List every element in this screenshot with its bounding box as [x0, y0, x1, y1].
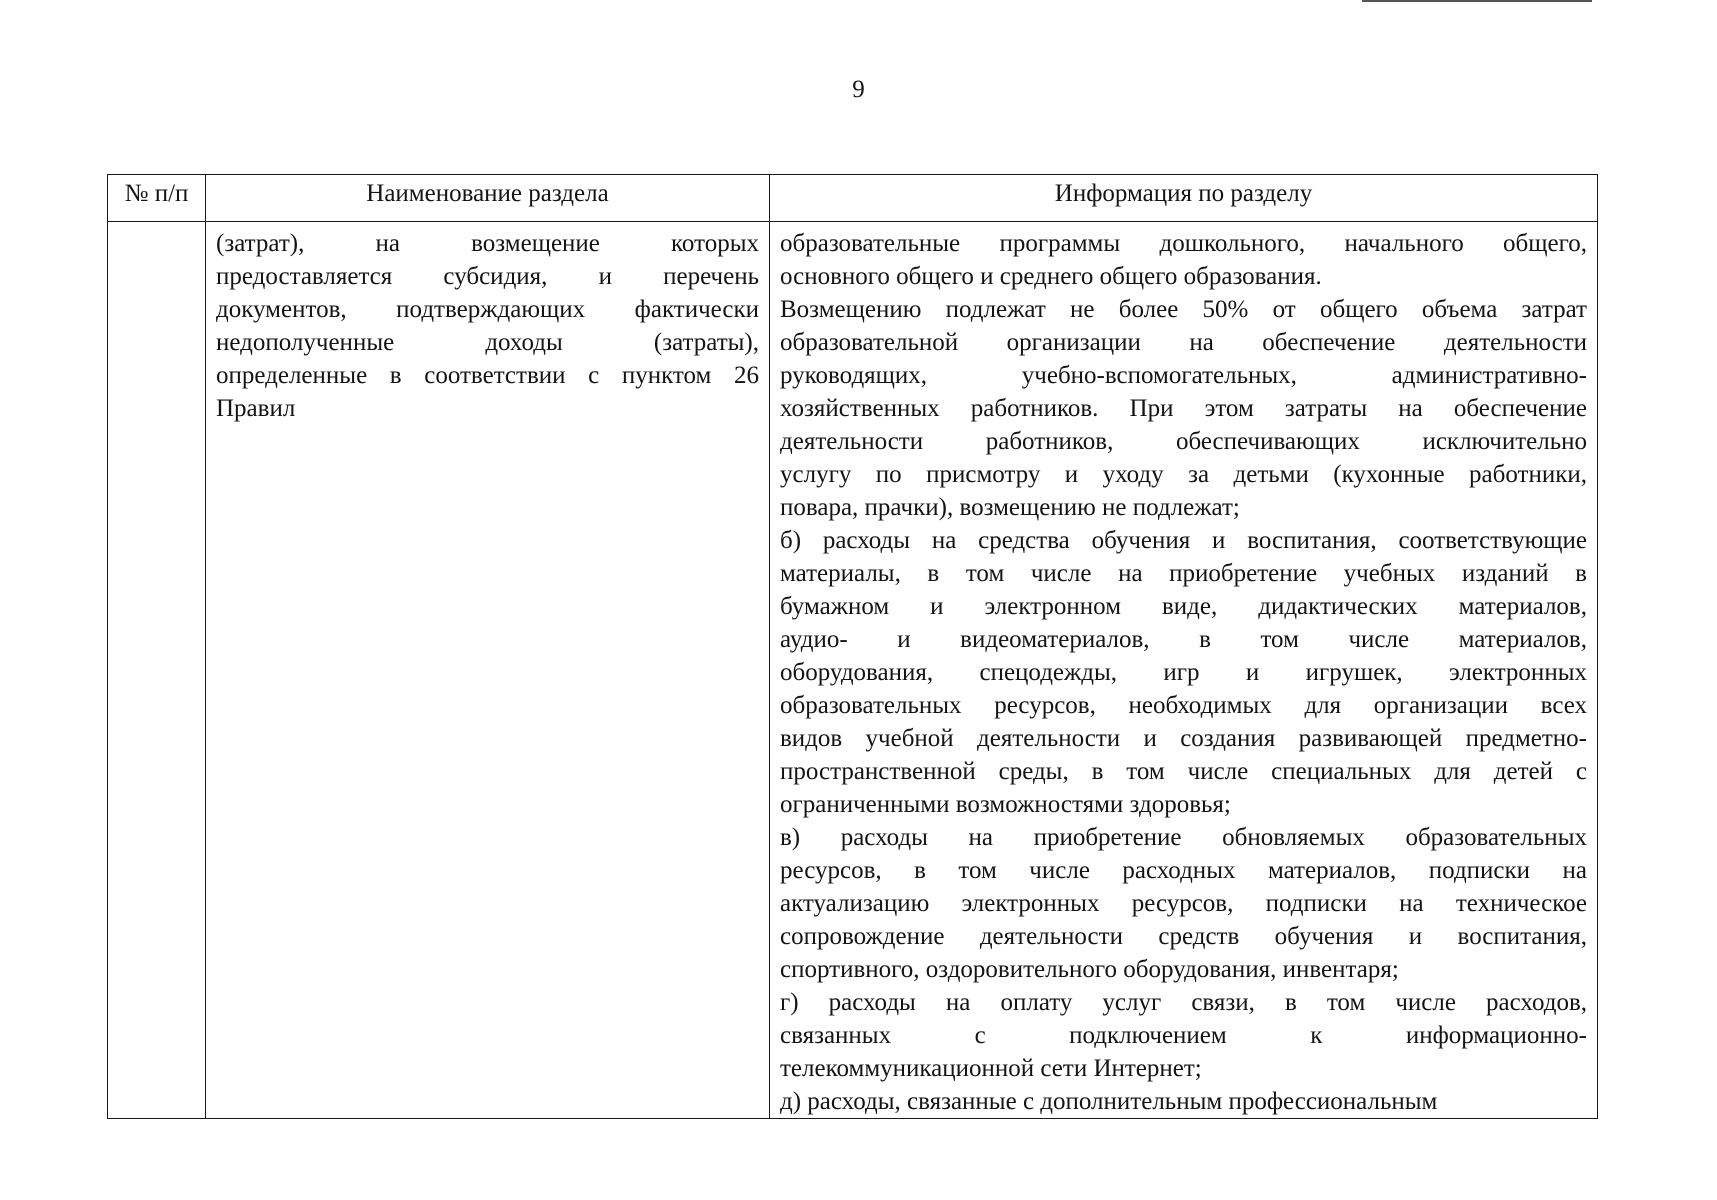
section-info-line: б) расходы на средства обучения и воспитания, соответствующие — [780, 527, 1587, 554]
section-info-line: актуализацию электронных ресурсов, подписки на техническое — [780, 890, 1587, 917]
cell-number — [108, 222, 206, 1119]
section-info-line: сопровождение деятельности средств обучения и воспитания, — [780, 923, 1587, 950]
section-info-line: основного общего и среднего общего образования. — [780, 263, 1322, 290]
top-edge-rule — [1362, 0, 1592, 2]
section-info-line: деятельности работников, обеспечивающих исключительно — [780, 428, 1587, 455]
section-name-line: документов, подтверждающих фактически — [216, 296, 759, 323]
table-header-row — [108, 175, 1598, 222]
section-info-line: Возмещению подлежат не более 50% от общего объема затрат — [780, 296, 1587, 323]
section-info-line: образовательные программы дошкольного, начального общего, — [780, 230, 1587, 257]
section-info-line: образовательных ресурсов, необходимых для организации всех — [780, 692, 1587, 719]
header-section-name: Наименование раздела — [206, 175, 770, 222]
section-info-line: оборудования, спецодежды, игр и игрушек, электронных — [780, 659, 1587, 686]
section-info-line: телекоммуникационной сети Интернет; — [780, 1055, 1202, 1082]
section-name-line: (затрат), на возмещение которых — [216, 230, 759, 257]
section-info-line: ресурсов, в том числе расходных материалов, подписки на — [780, 857, 1587, 884]
cell-section-name — [206, 222, 770, 1119]
section-info-table — [107, 174, 1598, 1119]
section-info-line: спортивного, оздоровительного оборудования, инвентаря; — [780, 956, 1399, 983]
page-number: 9 — [852, 76, 865, 103]
section-info-line: хозяйственных работников. При этом затраты на обеспечение — [780, 395, 1587, 422]
cell-section-info — [770, 222, 1598, 1119]
section-info-text — [780, 227, 1587, 1118]
section-info-line: ограниченными возможностями здоровья; — [780, 791, 1231, 818]
header-section-info: Информация по разделу — [770, 175, 1598, 222]
section-name-line: предоставляется субсидия, и перечень — [216, 263, 759, 290]
header-number: № п/п — [108, 175, 206, 222]
section-name-line: определенные в соответствии с пунктом 26 — [216, 362, 759, 389]
section-info-line: д) расходы, связанные с дополнительным профессиональным — [780, 1088, 1438, 1115]
section-info-line: г) расходы на оплату услуг связи, в том числе расходов, — [780, 989, 1587, 1016]
section-info-line: повара, прачки), возмещению не подлежат; — [780, 494, 1240, 521]
section-name-line: недополученные доходы (затраты), — [216, 329, 759, 356]
section-info-line: бумажном и электронном виде, дидактических материалов, — [780, 593, 1587, 620]
table-row — [108, 222, 1598, 1119]
section-name-text — [216, 227, 759, 425]
section-info-line: образовательной организации на обеспечение деятельности — [780, 329, 1587, 356]
section-info-line: аудио- и видеоматериалов, в том числе материалов, — [780, 626, 1587, 653]
section-info-line: руководящих, учебно-вспомогательных, административно- — [780, 362, 1587, 389]
section-info-line: услугу по присмотру и уходу за детьми (кухонные работники, — [780, 461, 1587, 488]
section-info-line: связанных с подключением к информационно- — [780, 1022, 1587, 1049]
section-info-line: в) расходы на приобретение обновляемых образовательных — [780, 824, 1587, 851]
section-info-line: видов учебной деятельности и создания развивающей предметно- — [780, 725, 1587, 752]
section-info-line: пространственной среды, в том числе специальных для детей с — [780, 758, 1587, 785]
section-info-line: материалы, в том числе на приобретение учебных изданий в — [780, 560, 1587, 587]
section-name-line: Правил — [216, 395, 296, 422]
